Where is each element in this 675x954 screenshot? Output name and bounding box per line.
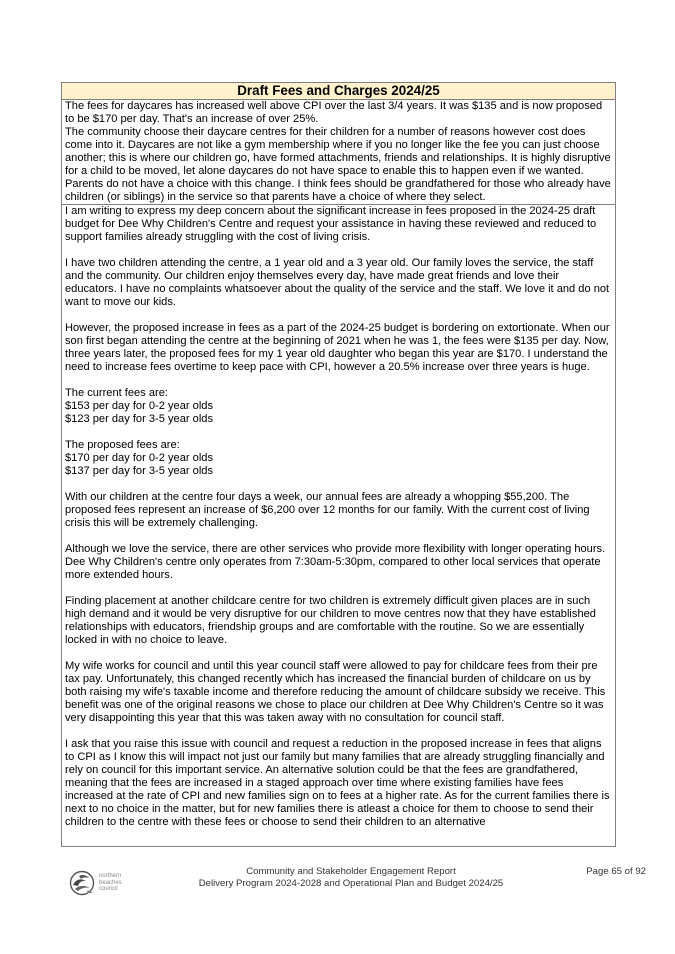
submission-paragraph: With our children at the centre four days a week, our annual fees are already a whopping $55,200. The proposed fees represent an increase of $6,200 over 12 months for our family. With the current cost of living crisis this will be extremely challenging. <box>65 491 590 529</box>
page-footer <box>61 866 646 906</box>
submission-paragraph: Although we love the service, there are other services who provide more flexibility with longer operating hours. Dee Why Children's centre only operates from 7:30am-5:30pm, compared to other local services that operate more extended hours. <box>65 543 606 581</box>
report-title: Community and Stakeholder Engagement Report <box>246 866 456 877</box>
council-logo <box>69 869 127 897</box>
submission-paragraph: The community choose their daycare centres for their children for a number of reasons however cost does come into it. Daycares are not like a gym membership where if you no longer like the fee you can just choose another; this is where our children go, have formed attachments, friends and relationships. It is highly disruptive for a child to be moved, let alone daycares do not have space to enable this to happen even if we wanted. Parents do not have a choice with this change. I think fees should be grandfathered for those who already have children (or siblings) in the service so that parents have a choice of where they select. <box>65 126 611 203</box>
submission-paragraph: Finding placement at another childcare centre for two children is extremely difficult given places are in such high demand and it would be very disruptive for our children to move centres now that they have established relationships with educators, friendship groups and are comfortable with the routine. So we are essentially locked in with no choice to leave. <box>65 595 596 646</box>
submissions-table <box>61 82 616 847</box>
fees-heading-current: The current fees are: <box>65 387 168 399</box>
page-number: Page 65 of 92 <box>586 866 646 877</box>
fee-line: $137 per day for 3-5 year olds <box>65 465 214 477</box>
submission-paragraph: My wife works for council and until this year council staff were allowed to pay for childcare fees from their pre tax pay. Unfortunately, this changed recently which has increased the financial burden of childcare on us by both raising my wife's taxable income and therefore reducing the amount of childcare subsidy we receive. This benefit was one of the original reasons we chose to place our children at Dee Why Children's Centre so it was very disappointing this year that this was taken away with no consultation for council staff. <box>65 660 606 724</box>
fee-line: $123 per day for 3-5 year olds <box>65 413 214 425</box>
submission-paragraph: However, the proposed increase in fees as a part of the 2024-25 budget is bordering on extortionate. When our son first began attending the centre at the beginning of 2021 when he was 1, the fees were $135 per day. Now, three years later, the proposed fees for my 1 year old daughter who began this year are $170. I understand the need to increase fees overtime to keep pace with CPI, however a 20.5% increase over three years is huge. <box>65 322 610 373</box>
footer-report-title <box>181 866 521 890</box>
report-subtitle: Delivery Program 2024-2028 and Operational Plan and Budget 2024/25 <box>198 878 504 889</box>
submission-paragraph: I am writing to express my deep concern about the significant increase in fees proposed in the 2024-25 draft budget for Dee Why Children's Centre and request your assistance in having these reviewed and reduced to support families already struggling with the cost of living crisis. <box>65 205 597 243</box>
northern-beaches-council-logo-icon <box>69 870 95 896</box>
table-row <box>62 205 616 847</box>
fee-line: $153 per day for 0-2 year olds <box>65 400 214 412</box>
submission-cell <box>62 100 616 205</box>
fees-heading-proposed: The proposed fees are: <box>65 439 180 451</box>
table-row <box>62 100 616 205</box>
table-header: Draft Fees and Charges 2024/25 <box>62 83 616 100</box>
submission-paragraph: The fees for daycares has increased well above CPI over the last 3/4 years. It was $135 and is now proposed to be $170 per day. That's an increase of over 25%. <box>65 100 603 125</box>
fee-line: $170 per day for 0-2 year olds <box>65 452 214 464</box>
submission-paragraph: I have two children attending the centre, a 1 year old and a 3 year old. Our family loves the service, the staff and the community. Our children enjoy themselves every day, have made great friends and love their educators. I have no complaints whatsoever about the quality of the service and the staff. We love it and do not want to move our kids. <box>65 257 610 308</box>
submission-cell <box>62 205 616 847</box>
submission-paragraph: I ask that you raise this issue with council and request a reduction in the proposed increase in fees that aligns to CPI as I know this will impact not just our family but many families that are already struggling financially and rely on council for this important service. An alternative solution could be that the fees are grandfathered, meaning that the fees are increased in a staged approach over time where existing families have fees increased at the rate of CPI and new families sign on to fees at a higher rate. As for the current families there is next to no choice in the matter, but for new families there is atleast a choice for them to choose to send their children to the centre with these fees or choose to send their children to an alternative <box>65 738 610 828</box>
logo-text: northern beaches council <box>99 873 122 893</box>
